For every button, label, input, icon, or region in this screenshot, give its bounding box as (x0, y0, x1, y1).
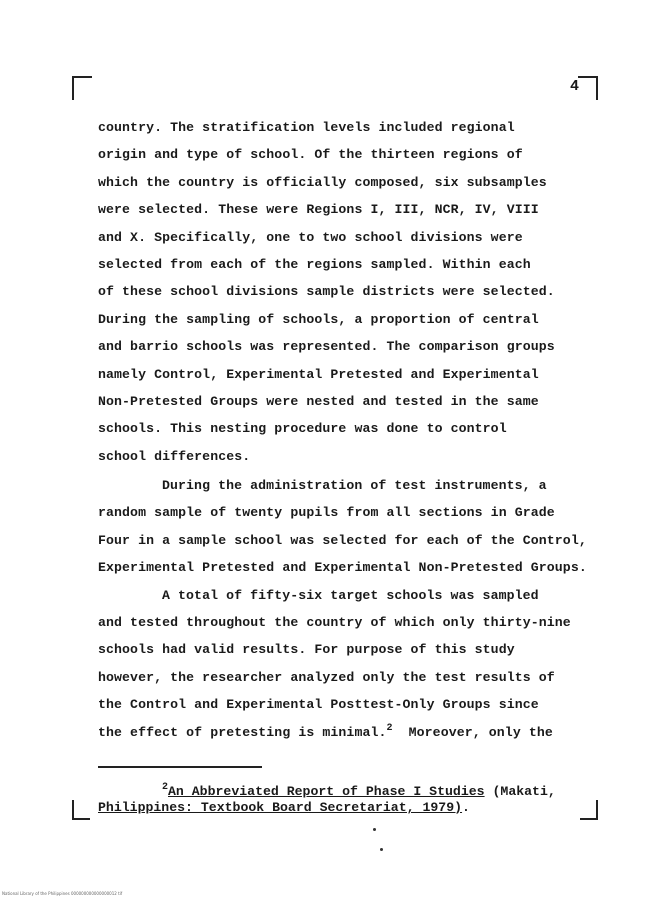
footnote-title: An Abbreviated Report of Phase I Studies (168, 784, 485, 799)
text-line: however, the researcher analyzed only the test results of (98, 669, 555, 685)
text-line: of these school divisions sample districts were selected. (98, 284, 555, 300)
scan-speck (373, 828, 376, 831)
text-segment: Moreover, only the (392, 724, 553, 740)
text-line: school differences. (98, 448, 251, 464)
text-line: selected from each of the regions sampled. Within each (98, 256, 531, 272)
footnote-line (98, 800, 598, 816)
text-line: During the sampling of schools, a proportion of central (98, 311, 539, 327)
footnote-marker: 2 (162, 782, 169, 793)
footnote-divider (98, 766, 262, 768)
footnote-text: (Makati, (484, 784, 556, 799)
crop-mark-bottom-left (72, 800, 90, 820)
text-line: origin and type of school. Of the thirteen regions of (98, 147, 523, 163)
text-line: namely Control, Experimental Pretested and Experimental (98, 366, 539, 382)
crop-mark-top-left (72, 76, 92, 100)
text-line: Four in a sample school was selected for each of the Control, (98, 532, 587, 548)
footnote-line (98, 784, 598, 800)
footnote-publisher: Philippines: Textbook Board Secretariat, 1979) (98, 800, 463, 815)
page-number: 4 (570, 78, 580, 95)
text-line: random sample of twenty pupils from all sections in Grade (98, 505, 555, 521)
footnote-reference: 2 (386, 722, 393, 734)
text-line-with-footnote-ref (98, 719, 618, 746)
scan-speck (380, 848, 383, 851)
body-text (98, 114, 618, 746)
text-line: schools had valid results. For purpose of this study (98, 642, 515, 658)
text-line: Non-Pretested Groups were nested and tested in the same (98, 393, 539, 409)
text-line: which the country is officially composed, six subsamples (98, 174, 547, 190)
text-line: A total of fifty-six target schools was sampled (162, 587, 539, 603)
text-line: and X. Specifically, one to two school divisions were (98, 229, 523, 245)
footnote-text: . (462, 800, 470, 815)
footnote (98, 784, 598, 816)
text-line: country. The stratification levels included regional (98, 120, 515, 135)
text-line: schools. This nesting procedure was done to control (98, 421, 507, 437)
text-segment: the effect of pretesting is minimal. (98, 724, 387, 740)
text-line: the Control and Experimental Posttest-Only Groups since (98, 697, 539, 713)
text-line: and tested throughout the country of which only thirty-nine (98, 615, 571, 631)
text-line: During the administration of test instruments, a (162, 478, 547, 494)
scan-footer-stamp: National Library of the Philippines 000000000000000012 tif (2, 891, 123, 896)
crop-mark-top-right (578, 76, 598, 100)
text-line: were selected. These were Regions I, III, NCR, IV, VIII (98, 202, 539, 218)
text-line: and barrio schools was represented. The comparison groups (98, 339, 555, 355)
text-line: Experimental Pretested and Experimental Non-Pretested Groups. (98, 560, 587, 576)
